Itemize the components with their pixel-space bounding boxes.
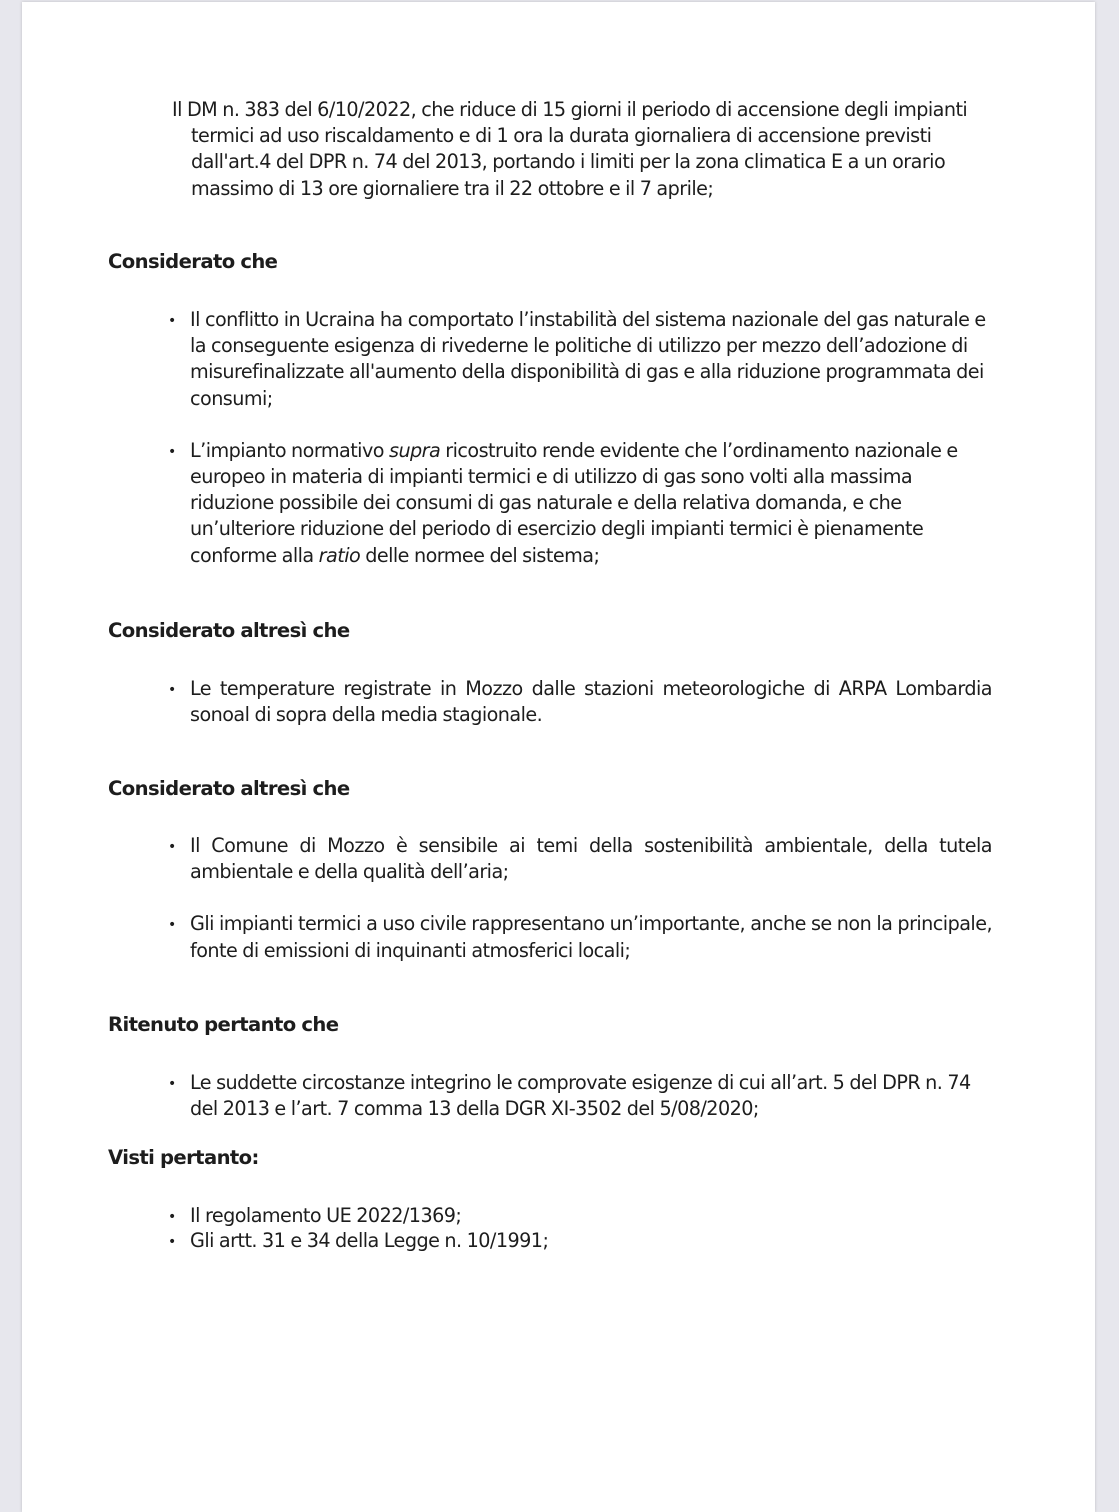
bullet-icon: • [168,1209,176,1225]
list-item [168,438,992,569]
text-segment: L’impianto normativo [190,438,389,462]
section-heading-considerato: Considerato che [108,250,278,273]
text-segment: delle normee del sistema; [360,543,600,567]
section-list-ritenuto [168,1070,992,1122]
list-item-text: Il conflitto in Ucraina ha comportato l’instabilità del sistema nazionale del gas naturale e la conseguente esigenza di rivederne le politiche di utilizzo per mezzo dell’adozione di misurefinalizzate all'aumento della disponibilità di gas e alla riduzione programmata dei consumi; [190,308,986,410]
list-item-text [190,439,958,567]
bullet-icon: • [168,682,176,698]
section-heading-considerato-altresi-2: Considerato altresì che [108,777,350,800]
section-list-considerato-altresi-1 [168,676,992,728]
section-heading-considerato-altresi-1: Considerato altresì che [108,619,350,642]
bullet-icon: • [168,443,176,460]
list-item-text: Gli impianti termici a uso civile rappresentano un’importante, anche se non la principale, fonte di emissioni di inquinanti atmosferici locali; [190,912,992,962]
list-item-text: Il Comune di Mozzo è sensibile ai temi della sostenibilità ambientale, della tutela ambientale e della qualità dell’aria; [190,834,992,884]
section-heading-ritenuto: Ritenuto pertanto che [108,1013,339,1036]
section-list-visti [168,1203,992,1253]
italic-term-supra: supra [389,438,441,462]
text-segment: ricostruito rende evidente che l’ordinamento nazionale e europeo in materia di impianti termici e di utilizzo di gas sono volti alla massima riduzione possibile dei consumi di gas naturale e della relativa domanda, e che un’ulteriore riduzione del periodo di esercizio degli impianti termici è pienamente conforme alla [190,438,958,567]
list-item [168,307,992,412]
document-page [22,2,1095,1512]
bullet-icon: • [168,917,176,934]
list-item [168,1203,992,1228]
intro-paragraph-block [172,97,992,202]
bullet-icon: • [168,313,176,329]
italic-term-ratio: ratio [318,543,361,567]
list-item [168,833,992,885]
bullet-icon: • [168,839,176,855]
list-item [168,676,992,728]
bullet-icon: • [168,1234,176,1250]
section-heading-visti: Visti pertanto: [108,1146,259,1169]
list-item-text: Le temperature registrate in Mozzo dalle stazioni meteorologiche di ARPA Lombardia sonoal di sopra della media stagionale. [190,677,992,727]
intro-paragraph: Il DM n. 383 del 6/10/2022, che riduce di 15 giorni il periodo di accensione degli impianti termici ad uso riscaldamento e di 1 ora la durata giornaliera di accensione previsti dall'art.4 del DPR n. 74 del 2013, portando i limiti per la zona climatica E a un orario massimo di 13 ore giornaliere tra il 22 ottobre e il 7 aprile; [172,98,968,200]
bullet-icon: • [168,1076,176,1092]
list-item-text: Le suddette circostanze integrino le comprovate esigenze di cui all’art. 5 del DPR n. 74 del 2013 e l’art. 7 comma 13 della DGR XI-3502 del 5/08/2020; [190,1071,971,1121]
list-item [168,1228,992,1253]
list-item [168,1070,992,1122]
section-list-considerato-altresi-2 [168,833,992,964]
list-item-text: Gli artt. 31 e 34 della Legge n. 10/1991; [190,1229,549,1252]
list-item [168,911,992,963]
section-list-considerato [168,307,992,569]
list-item-text: Il regolamento UE 2022/1369; [190,1204,462,1227]
